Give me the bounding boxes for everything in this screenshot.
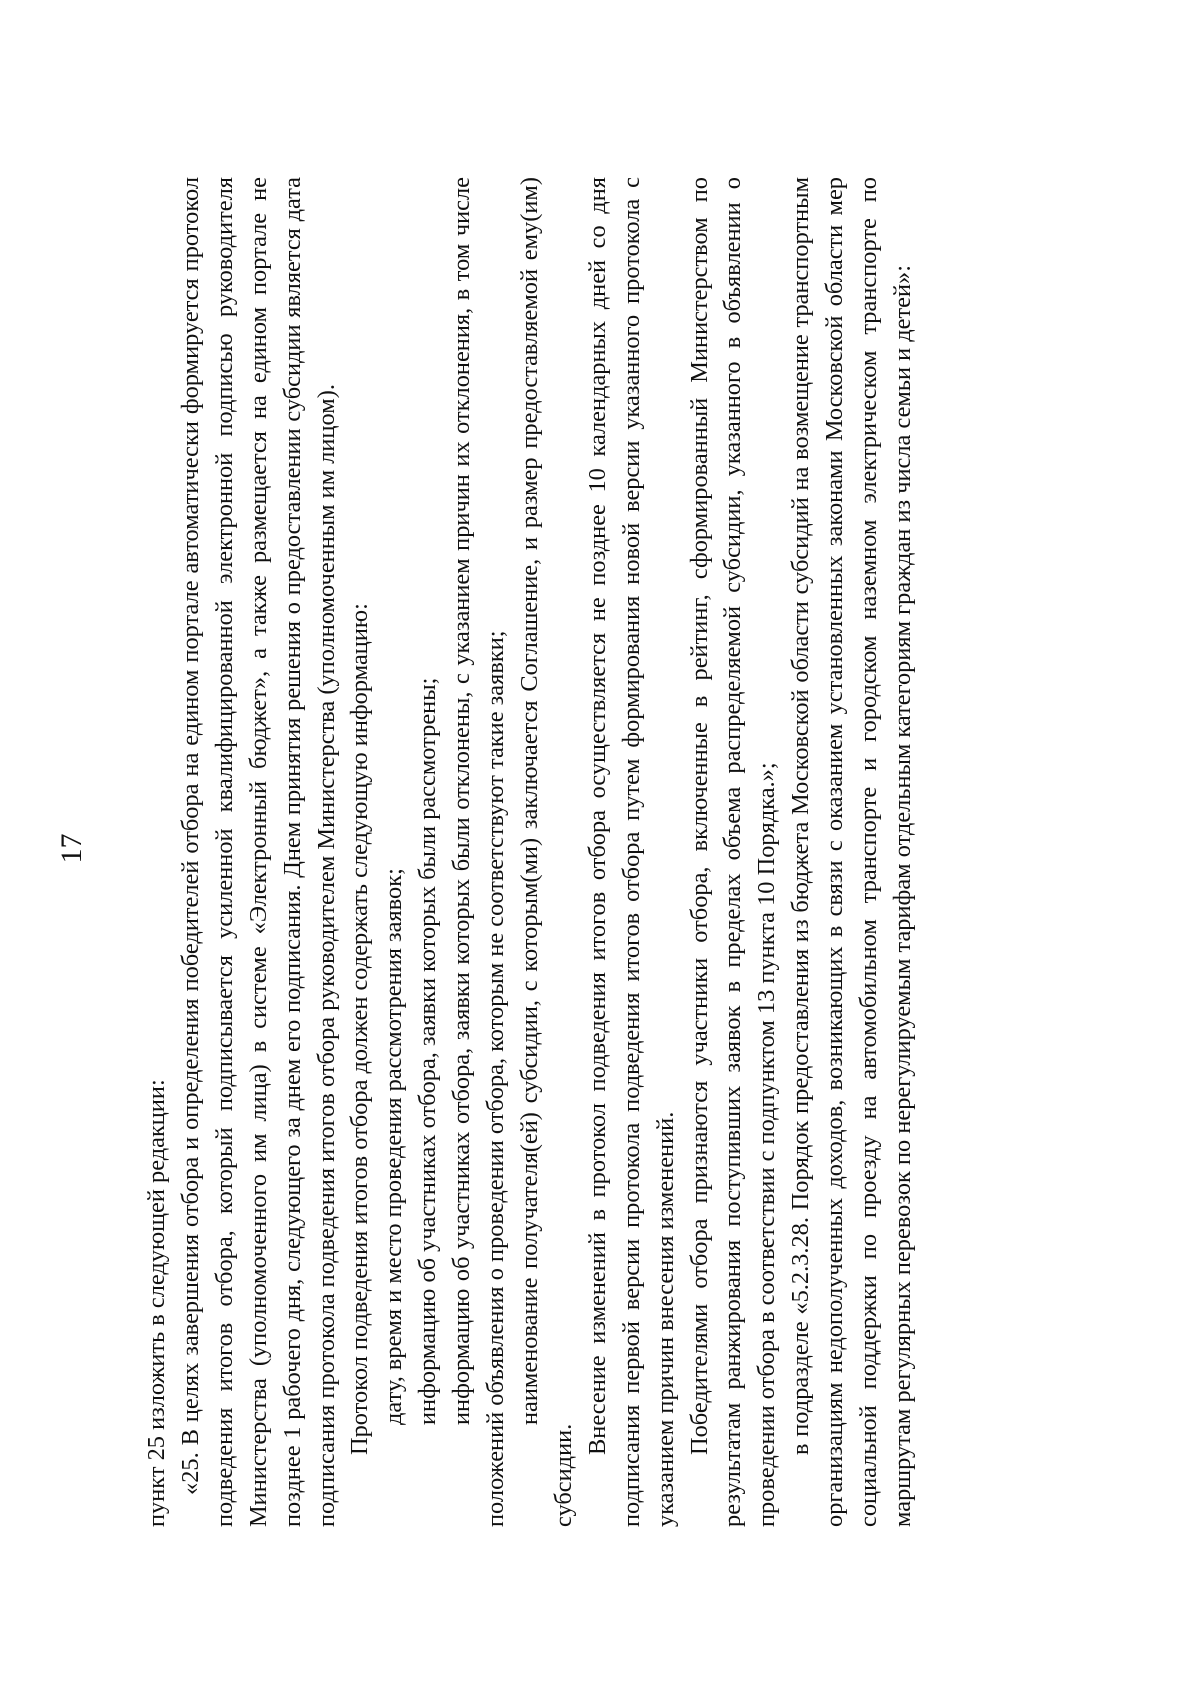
paragraph-intro: пункт 25 изложить в следующей редакции:: [143, 1079, 170, 1527]
list-item-rejected: информацию об участниках отбора, заявки которых были отклонены, с указанием причин их отклонения, в том числе положений объявления о проведении отбора, которым не соответствуют такие заявки;: [448, 177, 510, 1527]
page-number: 17: [55, 833, 88, 864]
list-item-recipient: наименование получателя(ей) субсидии, с которым(ми) заключается Соглашение, и размер предоставляемой ему(им) субсидии.: [515, 177, 577, 1527]
paragraph-changes: Внесение изменений в протокол подведения итогов отбора осуществляется не позднее 10 календарных дней со дня подписания первой версии протокола подведения итогов отбора путем формирования новой версии указанного протокола с указанием причин внесения изменений.: [583, 177, 679, 1527]
document-body: [140, 177, 920, 1527]
list-item-reviewed: информацию об участниках отбора, заявки которых были рассмотрены;: [414, 677, 442, 1425]
paragraph-25: «25. В целях завершения отбора и определения победителей отбора на едином портале автоматически формируется протокол подведения итогов отбора, который подписывается усиленной квалифицированной электронной подписью руководителя Министерства (уполномоченного им лица) в системе «Электронный бюджет», а также размещается на едином портале не позднее 1 рабочего дня, следующего за днем его подписания. Днем принятия решения о предоставлении субсидии является дата подписания протокола подведения итогов отбора руководителем Министерства (уполномоченным им лицом).: [176, 177, 340, 1527]
paragraph-subsection: в подразделе «5.2.3.28. Порядок предоставления из бюджета Московской области субсидий на возмещение транспортным организациям недополученных доходов, возникающих в связи с оказанием установленных законами Московской области мер социальной поддержки по проезду на автомобильном транспорте и городском наземном электрическом транспорте по маршрутам регулярных перевозок по нерегулируемым тарифам отдельным категориям граждан из числа семьи и детей»:: [787, 177, 916, 1527]
paragraph-winners: Победителями отбора признаются участники отбора, включенные в рейтинг, сформированный Министерством по результатам ранжирования поступивших заявок в пределах объема распределяемой субсидии, указанного в объявлении о проведении отбора в соответствии с подпунктом 13 пункта 10 Порядка.»;: [685, 177, 781, 1527]
paragraph-protocol-content: Протокол подведения итогов отбора должен содержать следующую информацию:: [346, 603, 374, 1455]
list-item-date: дату, время и место проведения рассмотрения заявок;: [380, 868, 408, 1425]
